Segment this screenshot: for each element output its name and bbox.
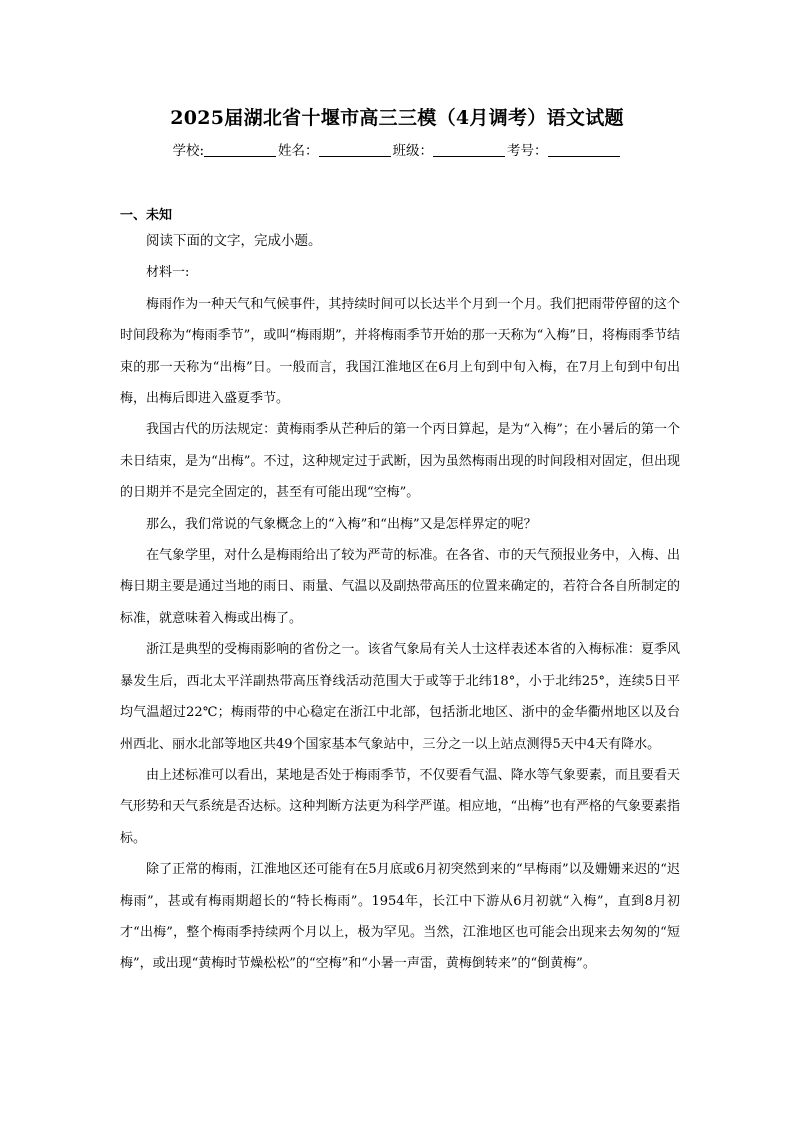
school-label: 学校: bbox=[172, 143, 205, 159]
student-info-line bbox=[0, 139, 794, 159]
paragraph: 在气象学里，对什么是梅雨给出了较为严苛的标准。在各省、市的天气预报业务中，入梅、出梅日期主要是通过当地的雨日、雨量、气温以及副热带高压的位置来确定的，若符合各自所制定的标准，就意味着入梅或出梅了。 bbox=[120, 548, 680, 626]
passage bbox=[120, 226, 680, 980]
paragraph: 我国古代的历法规定：黄梅雨季从芒种后的第一个丙日算起，是为“入梅”；在小暑后的第一个未日结束，是为“出梅”。不过，这种规定过于武断，因为虽然梅雨出现的时间段相对固定，但出现的日期并不是完全固定的，甚至有可能出现“空梅”。 bbox=[120, 422, 680, 501]
name-label: 姓名： bbox=[278, 143, 319, 159]
exam-number-blank[interactable] bbox=[548, 156, 620, 157]
class-label: 班级： bbox=[392, 143, 434, 159]
paragraph: 由上述标准可以看出，某地是否处于梅雨季节，不仅要看气温、降水等气象要素，而且要看天气形势和天气系统是否达标。这种判断方法更为科学严谨。相应地，“出梅”也有严格的气象要素指标。 bbox=[120, 767, 680, 846]
paragraph: 浙江是典型的受梅雨影响的省份之一。该省气象局有关人士这样表述本省的入梅标准：夏季风暴发生后，西北太平洋副热带高压脊线活动范围大于或等于北纬18°，小于北纬25°，连续5日平均气温超过22℃；梅雨带的中心稳定在浙江中北部，包括浙北地区、浙中的金华衢州地区以及台州西北、丽水北部等地区共49个国家基本气象站中，三分之一以上站点测得5天中4天有降水。 bbox=[120, 642, 680, 752]
paragraph: 除了正常的梅雨，江淮地区还可能有在5月底或6月初突然到来的“早梅雨”以及姗姗来迟的“迟梅雨”，甚或有梅雨期超长的“特长梅雨”。1954年，长江中下游从6月初就“入梅”，直到8月初才“出梅”，整个梅雨季持续两个月以上，极为罕见。当然，江淮地区也可能会出现来去匆匆的“短梅”，或出现“黄梅时节燥松松”的“空梅”和“小暑一声雷，黄梅倒转来”的“倒黄梅”。 bbox=[120, 862, 680, 972]
section-heading: 一、未知 bbox=[120, 208, 173, 223]
material-label: 材料一: bbox=[146, 265, 190, 281]
exam-number-label: 考号： bbox=[507, 143, 548, 159]
paragraph: 梅雨作为一种天气和气候事件，其持续时间可以长达半个月到一个月。我们把雨带停留的这个时间段称为“梅雨季节”，或叫“梅雨期”，并将梅雨季节开始的那一天称为“入梅”日，将梅雨季节结束的那一天称为“出梅”日。一般而言，我国江淮地区在6月上旬到中旬入梅，在7月上旬到中旬出梅，出梅后即进入盛夏季节。 bbox=[120, 296, 680, 407]
school-blank[interactable] bbox=[204, 156, 276, 157]
name-blank[interactable] bbox=[319, 156, 391, 157]
class-blank[interactable] bbox=[433, 156, 505, 157]
document-title: 2025届湖北省十堰市高三三模（4月调考）语文试题 bbox=[170, 107, 624, 129]
paragraph: 那么，我们常说的气象概念上的“入梅”和“出梅”又是怎样界定的呢？ bbox=[146, 516, 537, 532]
instruction: 阅读下面的文字，完成小题。 bbox=[146, 233, 322, 249]
